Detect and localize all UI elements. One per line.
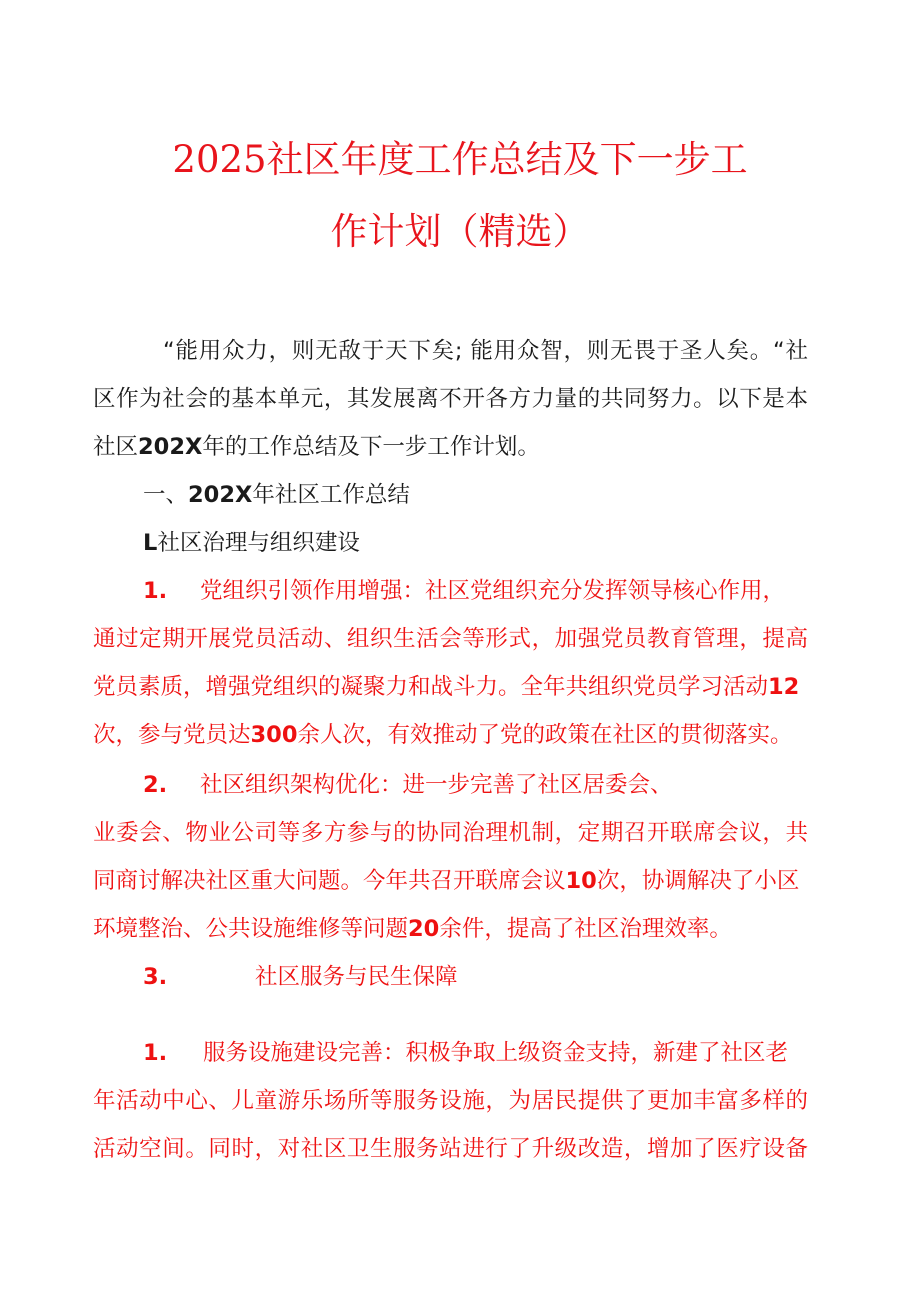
item-2-line-2: 业委会、物业公司等多方参与的协同治理机制，定期召开联席会议，共 [93, 820, 808, 846]
item-2-line-1 [143, 770, 873, 800]
item-3-line-1 [143, 962, 873, 992]
item-1-line-4-a: 次，参与党员达 [93, 722, 251, 748]
section-heading-suffix: 年社区工作总结 [252, 482, 410, 508]
document-title-line-1: 2025社区年度工作总结及下一步工 [172, 138, 748, 181]
document-title-line-2: 作计划（精选） [330, 210, 590, 253]
item-1-text: 党组织引领作用增强：社区党组织充分发挥领导核心作用， [200, 578, 786, 604]
item-4-line-1 [143, 1038, 873, 1068]
item-1-line-4 [93, 720, 823, 750]
intro-line-3-suffix: 年的工作总结及下一步工作计划。 [202, 434, 540, 460]
item-3-number: 3. [143, 964, 168, 990]
subsection-heading-1 [143, 528, 873, 558]
intro-line-3-prefix: 社区 [93, 434, 139, 460]
section-heading-year: 202X [188, 482, 253, 508]
item-4-line-3: 活动空间。同时，对社区卫生服务站进行了升级改造，增加了医疗设备 [93, 1136, 808, 1162]
intro-line-2: 区作为社会的基本单元，其发展离不开各方力量的共同努力。以下是本 [93, 386, 808, 412]
subsection-marker: L [143, 530, 158, 556]
item-4-number: 1. [143, 1040, 168, 1066]
item-2-meeting-count: 10 [565, 868, 597, 894]
item-2-line-3-b: 次，协调解决了小区 [596, 868, 800, 894]
item-1-number: 1. [143, 578, 168, 604]
item-3-text: 社区服务与民生保障 [255, 964, 458, 990]
item-1-line-3-text: 党员素质，增强党组织的凝聚力和战斗力。全年共组织党员学习活动 [93, 674, 769, 700]
item-2-line-4-b: 余件，提高了社区治理效率。 [439, 916, 732, 942]
section-heading-1 [143, 480, 873, 510]
item-1-activity-count: 12 [768, 674, 800, 700]
intro-year: 202X [138, 434, 203, 460]
section-heading-prefix: 一、 [143, 482, 189, 508]
subsection-title: 社区治理与组织建设 [157, 530, 360, 556]
item-1-line-4-b: 余人次，有效推动了党的政策在社区的贯彻落实。 [297, 722, 793, 748]
item-4-text: 服务设施建设完善：积极争取上级资金支持，新建了社区老 [203, 1040, 789, 1066]
item-2-line-4 [93, 914, 823, 944]
item-2-line-3-a: 同商讨解决社区重大问题。今年共召开联席会议 [93, 868, 566, 894]
item-1-participant-count: 300 [250, 722, 298, 748]
item-1-line-1 [143, 576, 873, 606]
item-2-line-4-a: 环境整治、公共设施维修等问题 [93, 916, 409, 942]
intro-line-1: “能用众力，则无敌于天下矣; 能用众智，则无畏于圣人矣。“社 [163, 338, 808, 364]
item-1-line-2: 通过定期开展党员活动、组织生活会等形式，加强党员教育管理，提高 [93, 626, 808, 652]
item-4-line-2: 年活动中心、儿童游乐场所等服务设施，为居民提供了更加丰富多样的 [93, 1088, 808, 1114]
item-2-issue-count: 20 [408, 916, 440, 942]
item-2-text: 社区组织架构优化：进一步完善了社区居委会、 [200, 772, 673, 798]
item-2-number: 2. [143, 772, 168, 798]
intro-line-3 [93, 432, 823, 462]
item-2-line-3 [93, 866, 823, 896]
item-1-line-3 [93, 672, 823, 702]
